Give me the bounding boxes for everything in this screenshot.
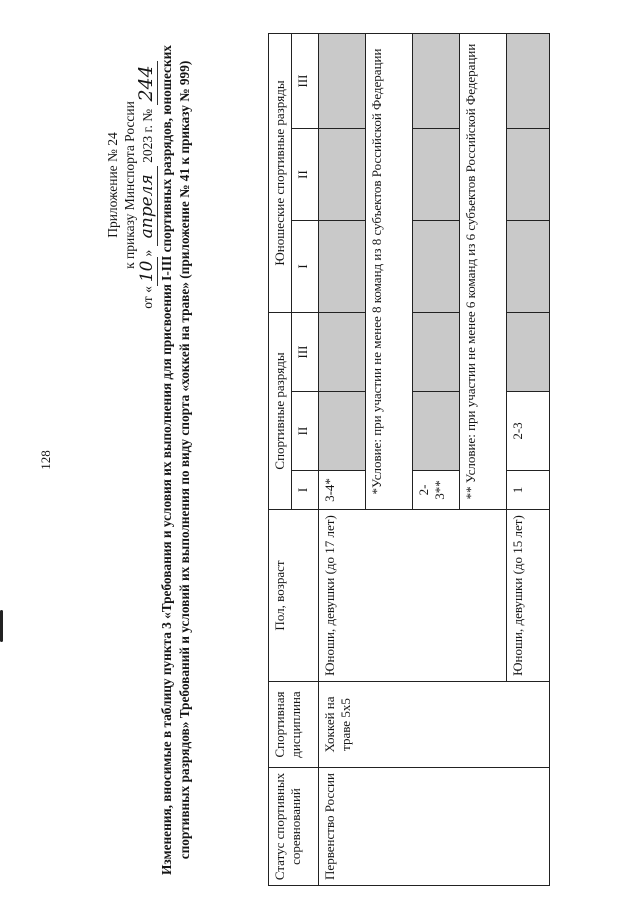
header-gender-age: Пол, возраст — [269, 510, 319, 682]
order-day: 10 — [137, 257, 158, 287]
header-youth-rank-2: II — [292, 129, 319, 221]
youth-rank-3-value — [413, 33, 460, 128]
discipline-cell: Хоккей на траве 5х5 — [319, 682, 550, 768]
appendix-header — [104, 30, 156, 340]
youth-rank-2-value — [507, 129, 550, 221]
sport-rank-3-value — [507, 313, 550, 392]
header-sport-rank-1: I — [292, 471, 319, 510]
age-group-cell: Юноши, девушки (до 17 лет) — [319, 510, 507, 682]
order-year: 2023 г. № — [140, 108, 155, 163]
order-number: 244 — [135, 61, 158, 105]
order-quote: » — [140, 249, 155, 257]
youth-rank-1-value — [319, 221, 366, 313]
appendix-label: Приложение № 24 — [105, 132, 120, 238]
condition-note: *Условие: при участии не менее 8 команд из 8 субъектов Российской Федерации — [366, 33, 413, 509]
competition-status-cell: Первенство России — [319, 768, 550, 886]
youth-rank-1-value — [413, 221, 460, 313]
header-sport-rank-3: III — [292, 313, 319, 392]
document-title: Изменения, вносимые в таблицу пункта 3 «Требования и условия их выполнения для присвоения I-III спортивных разрядов, юношеских спортивных разрядов» Требований и условий их выполнения по виду спорта «хоккей на траве» (приложение № 41 к приказу № 999) — [159, 45, 192, 875]
sport-rank-2-value — [413, 392, 460, 471]
condition-note: ** Условие: при участии не менее 6 команд из 6 субъектов Российской Федерации — [460, 33, 507, 509]
requirements-table-wrap — [268, 34, 550, 886]
header-sport-ranks: Спортивные разряды — [269, 313, 292, 510]
youth-rank-2-value — [319, 129, 366, 221]
sport-rank-3-value — [319, 313, 366, 392]
header-sport-rank-2: II — [292, 392, 319, 471]
header-discipline: Спортивная дисциплина — [269, 682, 319, 768]
age-group-cell: Юноши, девушки (до 15 лет) — [507, 510, 550, 682]
sport-rank-1-value: 2-3** — [413, 471, 460, 510]
document-sheet — [100, 20, 540, 900]
page-number: 128 — [38, 450, 53, 470]
sport-rank-1-value: 1 — [507, 471, 550, 510]
sport-rank-2-value: 2-3 — [507, 392, 550, 471]
header-youth-rank-3: III — [292, 33, 319, 128]
sport-rank-3-value — [413, 313, 460, 392]
header-youth-rank-1: I — [292, 221, 319, 313]
youth-rank-3-value — [507, 33, 550, 128]
youth-rank-1-value — [507, 221, 550, 313]
youth-rank-3-value — [319, 33, 366, 128]
order-month: апреля — [137, 166, 158, 246]
header-youth-ranks: Юношеские спортивные разряды — [269, 33, 292, 312]
sport-rank-1-value: 3-4* — [319, 471, 366, 510]
requirements-table — [268, 33, 550, 886]
order-prefix: от « — [140, 286, 155, 309]
header-status: Статус спортивных соревнований — [269, 768, 319, 886]
sport-rank-2-value — [319, 392, 366, 471]
order-reference: к приказу Минспорта России — [122, 101, 137, 269]
youth-rank-2-value — [413, 129, 460, 221]
order-date-line — [135, 30, 157, 340]
binding-mark — [0, 610, 3, 642]
